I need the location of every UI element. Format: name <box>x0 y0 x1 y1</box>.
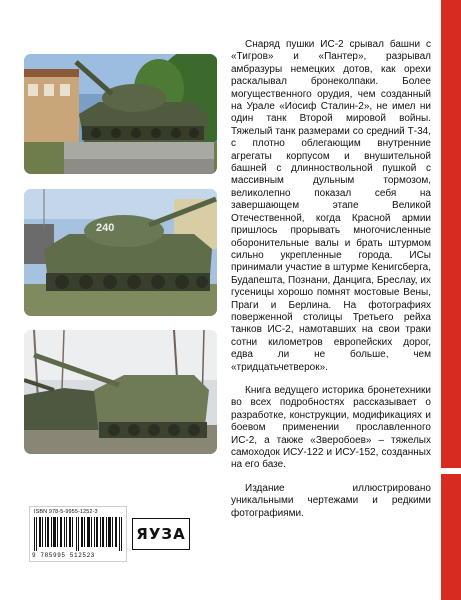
photo-self-propelled-guns <box>24 330 217 454</box>
paragraph-book: Книга ведущего историка бронетехники во всех подробностях рассказывает о разработке, конструкции, модификациях и боевом применении прославленного ИС-2, а также «Зверобоев» – тяжелых самоходок ИСУ-122 и ИСУ-152, созданных на его базе. <box>231 384 431 471</box>
publisher-logo <box>132 518 190 550</box>
photo-tank-museum <box>24 189 217 316</box>
barcode <box>29 506 127 562</box>
barcode-bars <box>34 517 122 551</box>
svg-text:240: 240 <box>96 222 115 234</box>
red-side-bar <box>441 0 461 600</box>
description-text <box>231 39 431 531</box>
barcode-digits: 9 785995 512523 <box>32 552 96 559</box>
photo-tank-monument <box>24 54 217 174</box>
paragraph-main: Снаряд пушки ИС-2 срывал башни с «Тигров» и «Пантер», разрывал амбразуры немецких дотов, как орехи раскалывал бронеколпаки. Более могущественного орудия, чем созданный на Урале «Иосиф Сталин-2», не имел ни один танк Второй мировой войны. Тяжелый танк размерами со средний Т-34, с плотно облегающим внутренние агрегаты корпусом и внушительной башней с длинноствольной пушкой с массивным дульным тормозом, великолепно показал себя на завершающем этапе Великой Отечественной, когда Красной армии пришлось прорывать многочисленные оборонительные валы и брать штурмом сильно укрепленные города. ИСы принимали участие в штурме Кенигсберга, Будапешта, Познани, Данцига, Бреслау, их гусеницы хорошо помнят мостовые Вены, Праги и Берлина. На фотографиях поверженной столицы Третьего рейха танков ИС-2, намотавших на свои траки сотни километров европейских дорог, едва ли не больше, чем «тридцатьчетверок». <box>231 39 431 373</box>
isbn-label: ISBN 978-5-9955-1252-3 <box>34 509 98 515</box>
paragraph-edition: Издание иллюстрировано уникальными чертежами и редкими фотографиями. <box>231 482 431 519</box>
publisher-logo-text: ЯУЗА <box>136 525 186 543</box>
red-bar-notch <box>441 468 461 474</box>
